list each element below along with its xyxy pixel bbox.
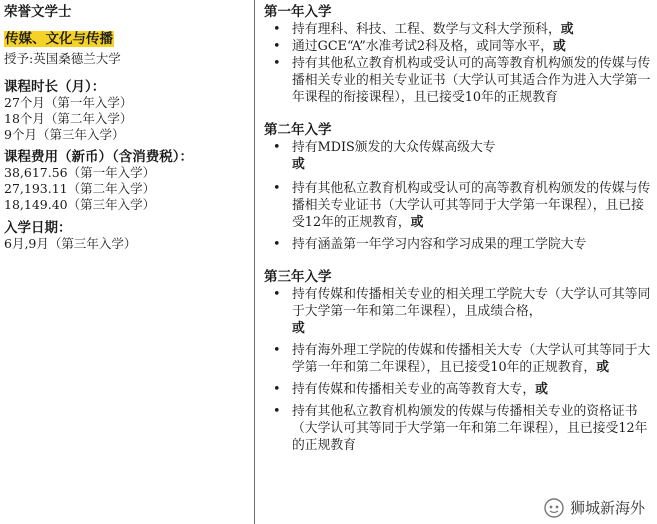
requirement-text: 持有海外理工学院的传媒和传播相关大专（大学认可其等同于大学第一年和第二年课程），且已接受10年的正规教育， — [292, 343, 651, 375]
bullet-icon: • — [273, 56, 281, 71]
or-label: 或 — [292, 157, 305, 172]
requirement-text: 持有其他私立教育机构颁发的传媒与传播相关专业的资格证书（大学认可其等同于大学第一年和第二年课程），且已接受12年的正规教育 — [292, 404, 648, 453]
watermark — [544, 497, 645, 518]
intake-title: 入学日期： — [4, 220, 72, 236]
bullet-icon: • — [273, 140, 281, 155]
requirement-item — [264, 403, 654, 454]
or-label: 或 — [596, 360, 610, 375]
requirements-list-year1 — [264, 21, 654, 106]
or-label: 或 — [560, 22, 574, 37]
fee-title: 课程费用（新币）（含消费税）： — [4, 149, 193, 165]
watermark-text: 狮城新海外 — [569, 499, 645, 517]
requirements-list-year3 — [264, 286, 654, 454]
requirement-text: 持有涵盖第一年学习内容和学习成果的理工学院大专 — [292, 237, 587, 252]
duration-item: 27个月（第一年入学） — [4, 95, 133, 110]
bullet-icon: • — [273, 22, 281, 37]
wechat-icon — [544, 498, 564, 518]
fee-item: 18,149.40（第三年入学） — [4, 197, 156, 212]
degree-title: 荣誉文学士 — [4, 4, 72, 20]
column-divider — [254, 0, 255, 524]
duration-item: 9个月（第三年入学） — [4, 127, 125, 142]
requirement-text: 持有理科、科技、工程、数学与文科大学预科， — [292, 22, 561, 37]
or-label: 或 — [292, 321, 305, 336]
requirement-item — [264, 55, 654, 106]
fee-item: 38,617.56（第一年入学） — [4, 165, 156, 180]
or-label: 或 — [535, 382, 548, 397]
intake-dates: 6月,9月（第三年入学） — [4, 236, 137, 251]
section-title-year2: 第二年入学 — [264, 122, 332, 138]
requirement-item — [264, 286, 654, 337]
or-label: 或 — [553, 39, 566, 54]
awarded-by: 授予:英国桑德兰大学 — [4, 51, 121, 66]
bullet-icon: • — [273, 237, 281, 252]
duration-title: 课程时长（月）： — [4, 79, 106, 95]
requirement-text: 持有MDIS颁发的大众传媒高级大专 — [292, 140, 496, 155]
requirement-item — [264, 236, 654, 253]
requirement-item — [264, 139, 654, 173]
requirement-text: 持有传媒和传播相关专业的高等教育大专， — [292, 382, 536, 397]
bullet-icon: • — [273, 382, 281, 397]
bullet-icon: • — [273, 181, 281, 196]
requirement-item — [264, 21, 654, 38]
requirement-item — [264, 381, 654, 398]
requirement-item — [264, 38, 654, 55]
requirement-item — [264, 342, 654, 376]
duration-item: 18个月（第二年入学） — [4, 111, 133, 126]
program-name: 传媒、文化与传播 — [5, 31, 113, 47]
requirement-item — [264, 180, 654, 231]
program-name-row — [4, 31, 250, 47]
requirement-text: 持有传媒和传播相关专业的相关理工学院大专（大学认可其等同于大学第一年和第二年课程），且成绩合格， — [292, 287, 651, 319]
requirement-text: 持有其他私立教育机构或受认可的高等教育机构颁发的传媒与传播相关专业证书（大学认可其等同于大学第一年课程），且已接受12年的正规教育， — [292, 181, 651, 230]
bullet-icon: • — [273, 39, 281, 54]
bullet-icon: • — [273, 343, 281, 358]
requirement-text: 持有其他私立教育机构或受认可的高等教育机构颁发的传媒与传播相关专业的相关专业证书（大学认可其适合作为进入大学第一年课程的衔接课程），且已接受10年的正规教育 — [292, 56, 651, 105]
fee-item: 27,193.11（第二年入学） — [4, 181, 156, 196]
or-label: 或 — [410, 215, 424, 230]
course-summary-column — [4, 4, 250, 252]
section-title-year1: 第一年入学 — [264, 4, 332, 20]
entry-requirements-column — [264, 4, 654, 454]
requirement-text: 通过GCE“A”水准考试2科及格，或同等水平， — [292, 39, 554, 54]
bullet-icon: • — [273, 404, 281, 419]
section-title-year3: 第三年入学 — [264, 269, 332, 285]
bullet-icon: • — [273, 287, 281, 302]
requirements-list-year2 — [264, 139, 654, 253]
